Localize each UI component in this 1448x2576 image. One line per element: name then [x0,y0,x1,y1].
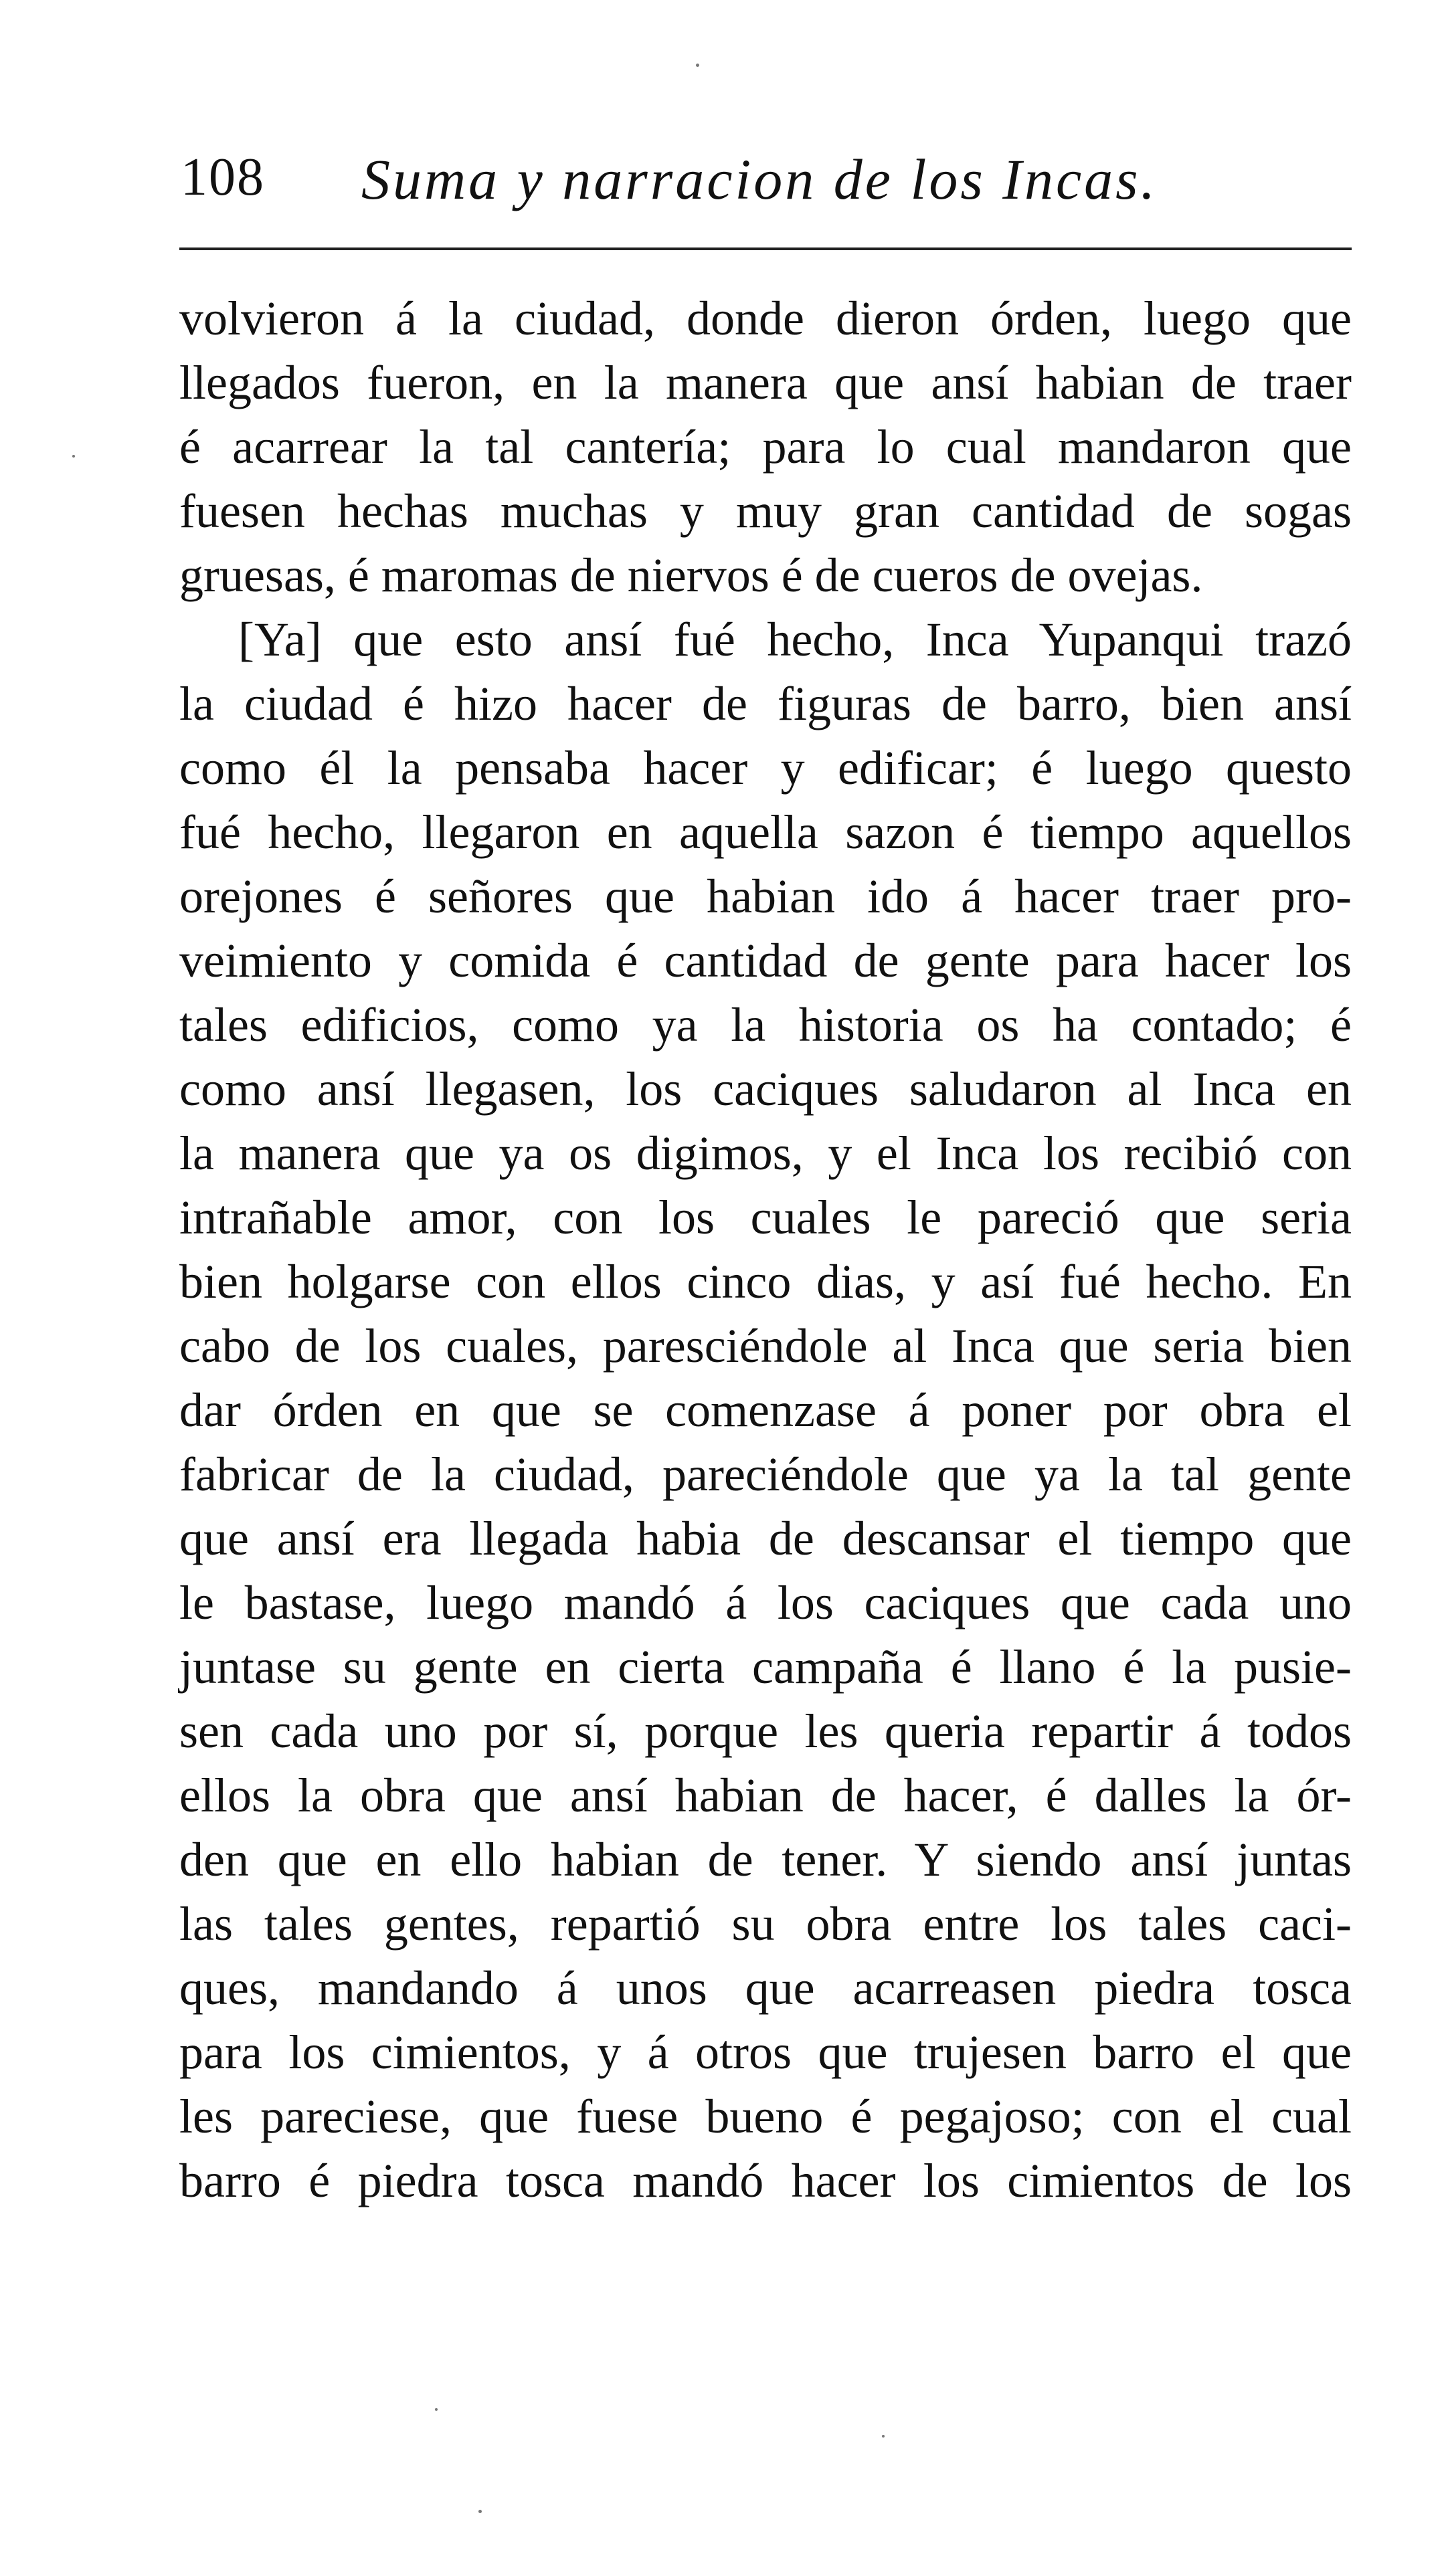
text-line: les pareciese, que fuese bueno é pegajoso; con el cual [179,2090,1352,2143]
text-line: como ansí llegasen, los caciques saludaron al Inca en [179,1062,1352,1116]
text-line: cabo de los cuales, paresciéndole al Inca que seria bien [179,1319,1352,1373]
text-line: dar órden en que se comenzase á poner por obra el [179,1383,1352,1437]
page-number: 108 [181,148,265,207]
paper-speck [435,2408,438,2411]
text-line: fabricar de la ciudad, pareciéndole que ya la tal gente [179,1448,1352,1501]
text-line: sen cada uno por sí, porque les queria repartir á todos [179,1704,1352,1758]
paper-speck [72,455,75,458]
text-line: para los cimientos, y á otros que trujesen barro el que [179,2025,1352,2079]
text-line: orejones é señores que habian ido á hacer traer pro- [179,870,1352,923]
text-line: [Ya] que esto ansí fué hecho, Inca Yupanqui trazó [238,613,1352,666]
body-text [179,286,1352,2213]
text-line: que ansí era llegada habia de descansar el tiempo que [179,1512,1352,1565]
paper-speck [696,64,699,67]
text-line: gruesas, é maromas de niervos é de cueros de ovejas. [179,549,1203,602]
text-line: la ciudad é hizo hacer de figuras de barro, bien ansí [179,677,1352,730]
text-line: fué hecho, llegaron en aquella sazon é tiempo aquellos [179,805,1352,859]
text-line: tales edificios, como ya la historia os ha contado; é [179,998,1352,1052]
text-line: intrañable amor, con los cuales le pareció que seria [179,1191,1352,1244]
running-title: Suma y narracion de los Incas. [361,147,1158,211]
header-rule [179,247,1352,250]
text-line: le bastase, luego mandó á los caciques que cada uno [179,1576,1352,1629]
text-line: den que en ello habian de tener. Y siendo ansí juntas [179,1833,1352,1886]
text-line: como él la pensaba hacer y edificar; é luego questo [179,741,1352,795]
text-line: las tales gentes, repartió su obra entre los tales caci- [179,1897,1352,1951]
text-line: volvieron á la ciudad, donde dieron órden, luego que [179,292,1352,345]
paper-speck [478,2510,482,2513]
text-line: llegados fueron, en la manera que ansí habian de traer [179,356,1352,409]
text-line: ques, mandando á unos que acarreasen piedra tosca [179,1961,1352,2015]
text-line: ellos la obra que ansí habian de hacer, é dalles la ór- [179,1769,1352,1822]
text-line: barro é piedra tosca mandó hacer los cimientos de los [179,2154,1352,2207]
text-line: la manera que ya os digimos, y el Inca los recibió con [179,1126,1352,1180]
text-line: juntase su gente en cierta campaña é llano é la pusie- [179,1640,1352,1694]
text-line: é acarrear la tal cantería; para lo cual mandaron que [179,420,1352,474]
text-line: bien holgarse con ellos cinco dias, y así fué hecho. En [179,1255,1352,1308]
paper-speck [882,2435,885,2438]
text-line: veimiento y comida é cantidad de gente para hacer los [179,934,1352,987]
text-line: fuesen hechas muchas y muy gran cantidad de sogas [179,484,1352,538]
